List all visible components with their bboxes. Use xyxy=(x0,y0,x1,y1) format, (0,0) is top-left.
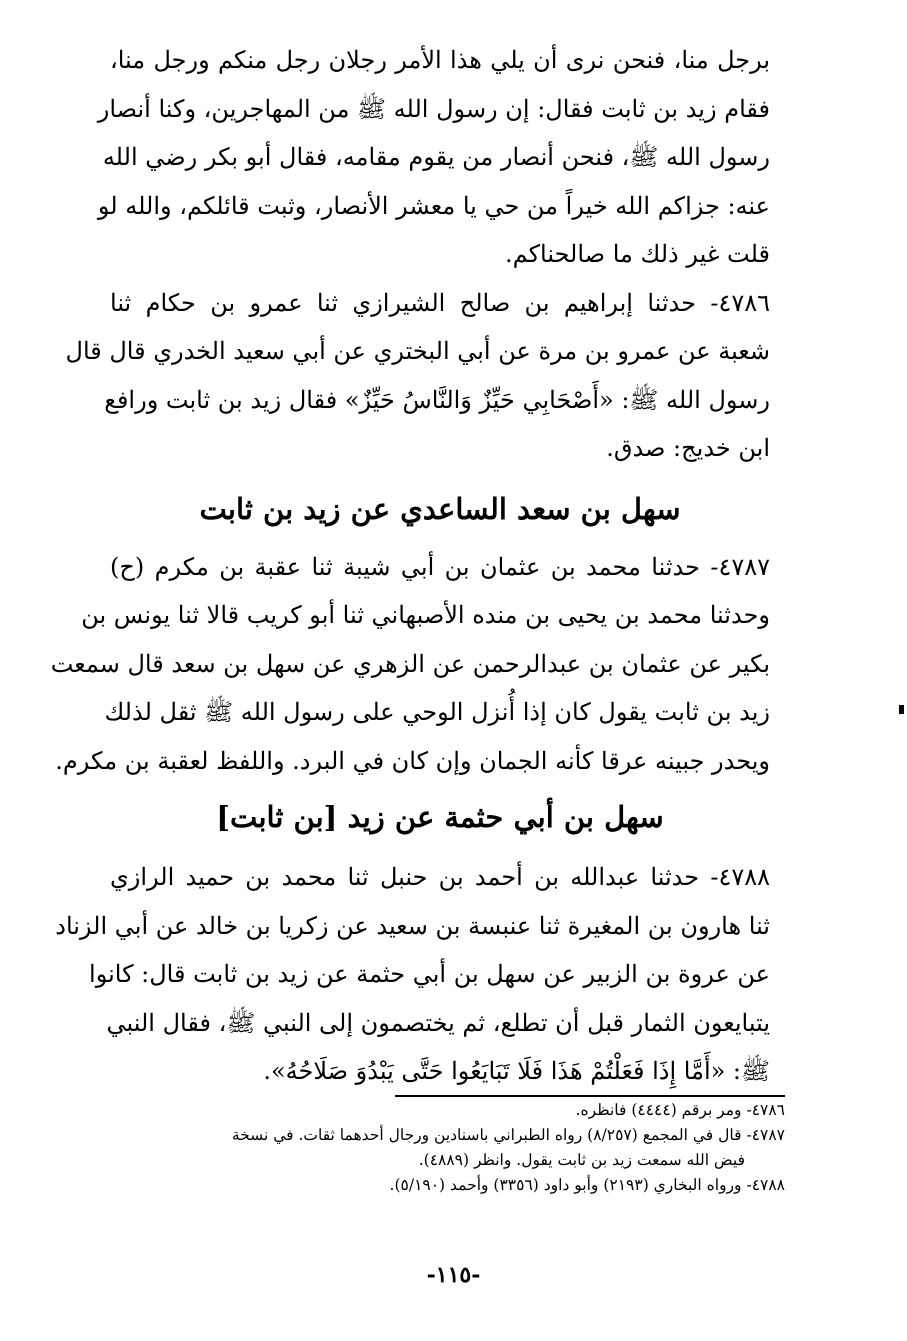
text-line: شعبة عن عمرو بن مرة عن أبي البختري عن أبي سعيد الخدري قال قال xyxy=(65,337,770,365)
text-line: وحدثنا محمد بن يحيى بن منده الأصبهاني ثنا أبو كريب قالا ثنا يونس بن xyxy=(81,601,770,629)
footnote: ٤٧٨٨- ورواه البخاري (٢١٩٣) وأبو داود (٣٣٥٦) وأحمد (٥/١٩٠). xyxy=(389,1176,785,1194)
text-line: زيد بن ثابت يقول كان إذا أُنزل الوحي على رسول الله ﷺ ثقل لذلك xyxy=(104,698,770,726)
paragraph-continuation xyxy=(97,36,770,279)
footnote: ٤٧٨٦- ومر برقم (٤٤٤٤) فانظره. xyxy=(575,1101,785,1119)
footnote: فيض الله سمعت زيد بن ثابت يقول. وانظر (٤٨٨٩). xyxy=(418,1151,745,1169)
text-line: قلت غير ذلك ما صالحناكم. xyxy=(504,240,770,268)
text-line: رسول الله ﷺ، فنحن أنصار من يقوم مقامه، فقال أبو بكر رضي الله xyxy=(102,143,770,171)
page-number: -١١٥- xyxy=(426,1262,481,1288)
text-line: ٤٧٨٨- حدثنا عبدالله بن أحمد بن حنبل ثنا محمد بن حميد الرازي xyxy=(110,863,770,891)
text-line: عن عروة بن الزبير عن سهل بن أبي حثمة عن زيد بن ثابت قال: كانوا xyxy=(89,960,770,988)
text-line: رسول الله ﷺ: «أَصْحَابِي حَيِّزٌ وَالنَّاسُ حَيِّزٌ» فقال زيد بن ثابت ورافع xyxy=(104,385,770,414)
text-line: ٤٧٨٦- حدثنا إبراهيم بن صالح الشيرازي ثنا عمرو بن حكام ثنا xyxy=(110,288,770,317)
text-line: برجل منا، فنحن نرى أن يلي هذا الأمر رجلان رجل منكم ورجل منا، xyxy=(110,46,770,74)
text-line: فقام زيد بن ثابت فقال: إن رسول الله ﷺ من المهاجرين، وكنا أنصار xyxy=(97,94,770,123)
hadith-4786 xyxy=(65,279,770,473)
section-heading: سهل بن سعد الساعدي عن زيد بن ثابت xyxy=(199,491,681,526)
hadith-4788 xyxy=(55,853,770,1096)
scan-mark xyxy=(899,705,904,714)
footnote-divider xyxy=(395,1095,785,1097)
text-line: ثنا هارون بن المغيرة ثنا عنبسة بن سعيد عن زكريا بن خالد عن أبي الزناد xyxy=(55,911,770,940)
section-heading: سهل بن أبي حثمة عن زيد [بن ثابت] xyxy=(216,800,664,834)
text-line: يتبايعون الثمار قبل أن تطلع، ثم يختصمون إلى النبي ﷺ، فقال النبي xyxy=(106,1008,770,1037)
footnotes xyxy=(105,1098,785,1198)
text-line: بكير عن عثمان بن عبدالرحمن عن الزهري عن سهل بن سعد قال سمعت xyxy=(50,649,770,678)
text-line: ويحدر جبينه عرقا كأنه الجمان وإن كان في البرد. واللفظ لعقبة بن مكرم. xyxy=(55,746,770,775)
footnote: ٤٧٨٧- قال في المجمع (٨/٢٥٧) رواه الطبراني باسنادين ورجال أحدهما ثقات. في نسخة xyxy=(231,1126,785,1144)
page-body xyxy=(50,36,770,1096)
text-line: ﷺ: «أَمَّا إِذَا فَعَلْتُمْ هَذَا فَلَا تَبَايَعُوا حَتَّى يَبْدُوَ صَلَاحُهُ». xyxy=(263,1057,770,1085)
hadith-4787 xyxy=(50,543,770,786)
text-line: عنه: جزاكم الله خيراً من حي يا معشر الأنصار، وثبت قائلكم، والله لو xyxy=(97,191,770,220)
text-line: ٤٧٨٧- حدثنا محمد بن عثمان بن أبي شيبة ثنا عقبة بن مكرم (ح) xyxy=(110,552,770,581)
text-line: ابن خديج: صدق. xyxy=(606,434,770,462)
